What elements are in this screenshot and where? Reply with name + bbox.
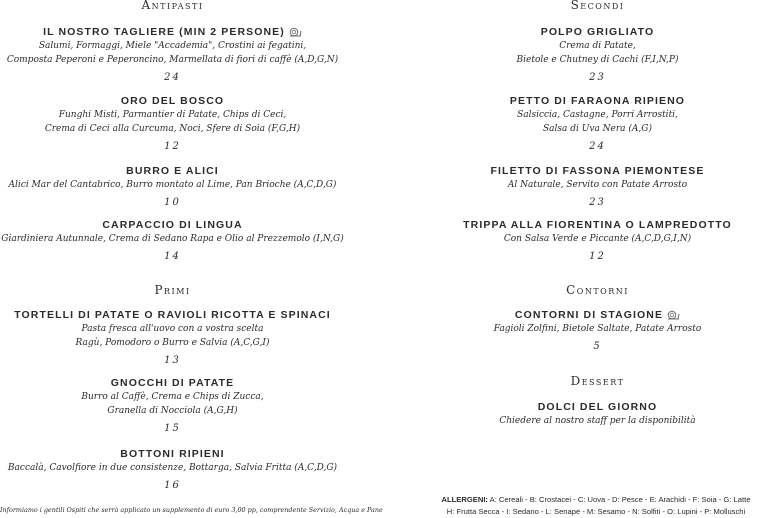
item-title: TORTELLI DI PATATE O RAVIOLI RICOTTA E SPINACI: [14, 309, 331, 321]
item-description: Giardiniera Autunnale, Crema di Sedano Rapa e Olio al Prezzemolo (I,N,G): [1, 234, 344, 244]
item-price: 14: [164, 251, 181, 262]
item-description: Salumi, Formaggi, Miele "Accademia", Crostini ai fegatini,: [38, 41, 307, 51]
item-price: 12: [164, 141, 181, 152]
item-title: PETTO DI FARAONA RIPIENO: [509, 95, 686, 107]
item-price: 12: [589, 251, 606, 262]
primi-heading: Primi: [154, 283, 191, 297]
item-description: Granella di Nocciola (A,G,H): [107, 406, 238, 416]
menu-item: [425, 94, 769, 154]
menu-item: [425, 25, 769, 85]
menu-item: [425, 308, 769, 354]
menu-item: [0, 25, 345, 85]
dessert-heading: Dessert: [570, 374, 625, 388]
item-price: 24: [164, 72, 181, 83]
antipasti-heading: Antipasti: [141, 0, 204, 12]
item-description: Alici Mar del Cantabrico, Burro montato al Lime, Pan Brioche (A,C,D,G): [8, 180, 337, 190]
menu-item: [0, 218, 345, 264]
menu-item: [0, 164, 345, 210]
snail-icon: [666, 310, 680, 320]
item-title: POLPO GRIGLIATO: [540, 26, 655, 38]
item-description: Al Naturale, Servito con Patate Arrosto: [507, 180, 688, 190]
item-description: Funghi Misti, Parmantier di Patate, Chips di Ceci,: [58, 110, 287, 120]
item-price: 16: [164, 480, 181, 491]
item-description: Crema di Patate,: [559, 41, 636, 51]
item-description: Burro al Caffè, Crema e Chips di Zucca,: [81, 392, 264, 402]
contorni-heading: Contorni: [566, 283, 629, 297]
menu-item: [0, 447, 345, 493]
item-title: BOTTONI RIPIENI: [120, 448, 225, 460]
menu-item: [425, 218, 769, 264]
allergens-line: H: Frutta Secca - I: Sedano - L: Senape - M: Sesamo - N: Solfiti - O: Lupini - P: Molluschi: [446, 507, 746, 516]
item-description: Ragù, Pomodoro o Burro e Salvia (A,C,G,I): [75, 338, 270, 348]
item-title: GNOCCHI DI PATATE: [110, 377, 235, 389]
snail-icon: [288, 27, 302, 37]
item-price: 15: [164, 423, 181, 434]
allergens-label: ALLERGENI:: [441, 495, 488, 504]
item-title: DOLCI DEL GIORNO: [537, 401, 658, 413]
menu-item: [425, 400, 769, 428]
item-price: 24: [589, 141, 606, 152]
item-description: Composta Peperoni e Peperoncino, Marmellata di fiori di caffè (A,D,G,N): [6, 55, 339, 65]
item-description: Pasta fresca all'uovo con a vostra scelta: [81, 324, 264, 334]
item-price: 5: [593, 341, 602, 352]
item-description: Chiedere al nostro staff per la disponibilità: [499, 416, 696, 426]
item-description: Fagioli Zolfini, Bietole Saltate, Patate Arrosto: [493, 324, 702, 334]
item-title: BURRO E ALICI: [126, 165, 219, 177]
item-title: FILETTO DI FASSONA PIEMONTESE: [490, 165, 705, 177]
item-title: ORO DEL BOSCO: [120, 95, 225, 107]
secondi-heading: Secondi: [570, 0, 625, 12]
item-price: 23: [589, 72, 606, 83]
item-description: Salsiccia, Castagne, Porri Arrostiti,: [517, 110, 678, 120]
item-description: Crema di Ceci alla Curcuma, Noci, Sfere di Soia (F,G,H): [44, 124, 301, 134]
item-description: Con Salsa Verde e Piccante (A,C,D,G,I,N): [503, 234, 692, 244]
menu-item: [0, 308, 345, 368]
item-description: Baccalà, Cavolfiore in due consistenze, Bottarga, Salvia Fritta (A,C,D,G): [7, 463, 338, 473]
item-title: IL NOSTRO TAGLIERE (MIN 2 PERSONE): [43, 26, 285, 38]
item-title: TRIPPA ALLA FIORENTINA O LAMPREDOTTO: [463, 219, 732, 231]
menu-item: [0, 94, 345, 154]
allergens-line: A: Cereali - B: Crostacei - C: Uova - D: Pesce - E: Arachidi - F: Soia - G: Latte: [487, 495, 751, 504]
item-price: 13: [164, 355, 181, 366]
item-title: CONTORNI DI STAGIONE: [514, 309, 664, 321]
item-price: 10: [164, 197, 181, 208]
menu-item: [0, 376, 345, 436]
item-description: Salsa di Uva Nera (A,G): [543, 124, 652, 134]
allergens-legend: [420, 494, 769, 518]
service-charge-note: Informiamo i gentili Ospiti che serrà applicato un supplemento di euro 3,00 pp, comprendente Servizio, Acqua e Pane: [0, 506, 383, 514]
menu-item: [425, 164, 769, 210]
item-description: Bietole e Chutney di Cachi (F,I,N,P): [516, 55, 679, 65]
item-price: 23: [589, 197, 606, 208]
item-title: CARPACCIO DI LINGUA: [102, 219, 243, 231]
